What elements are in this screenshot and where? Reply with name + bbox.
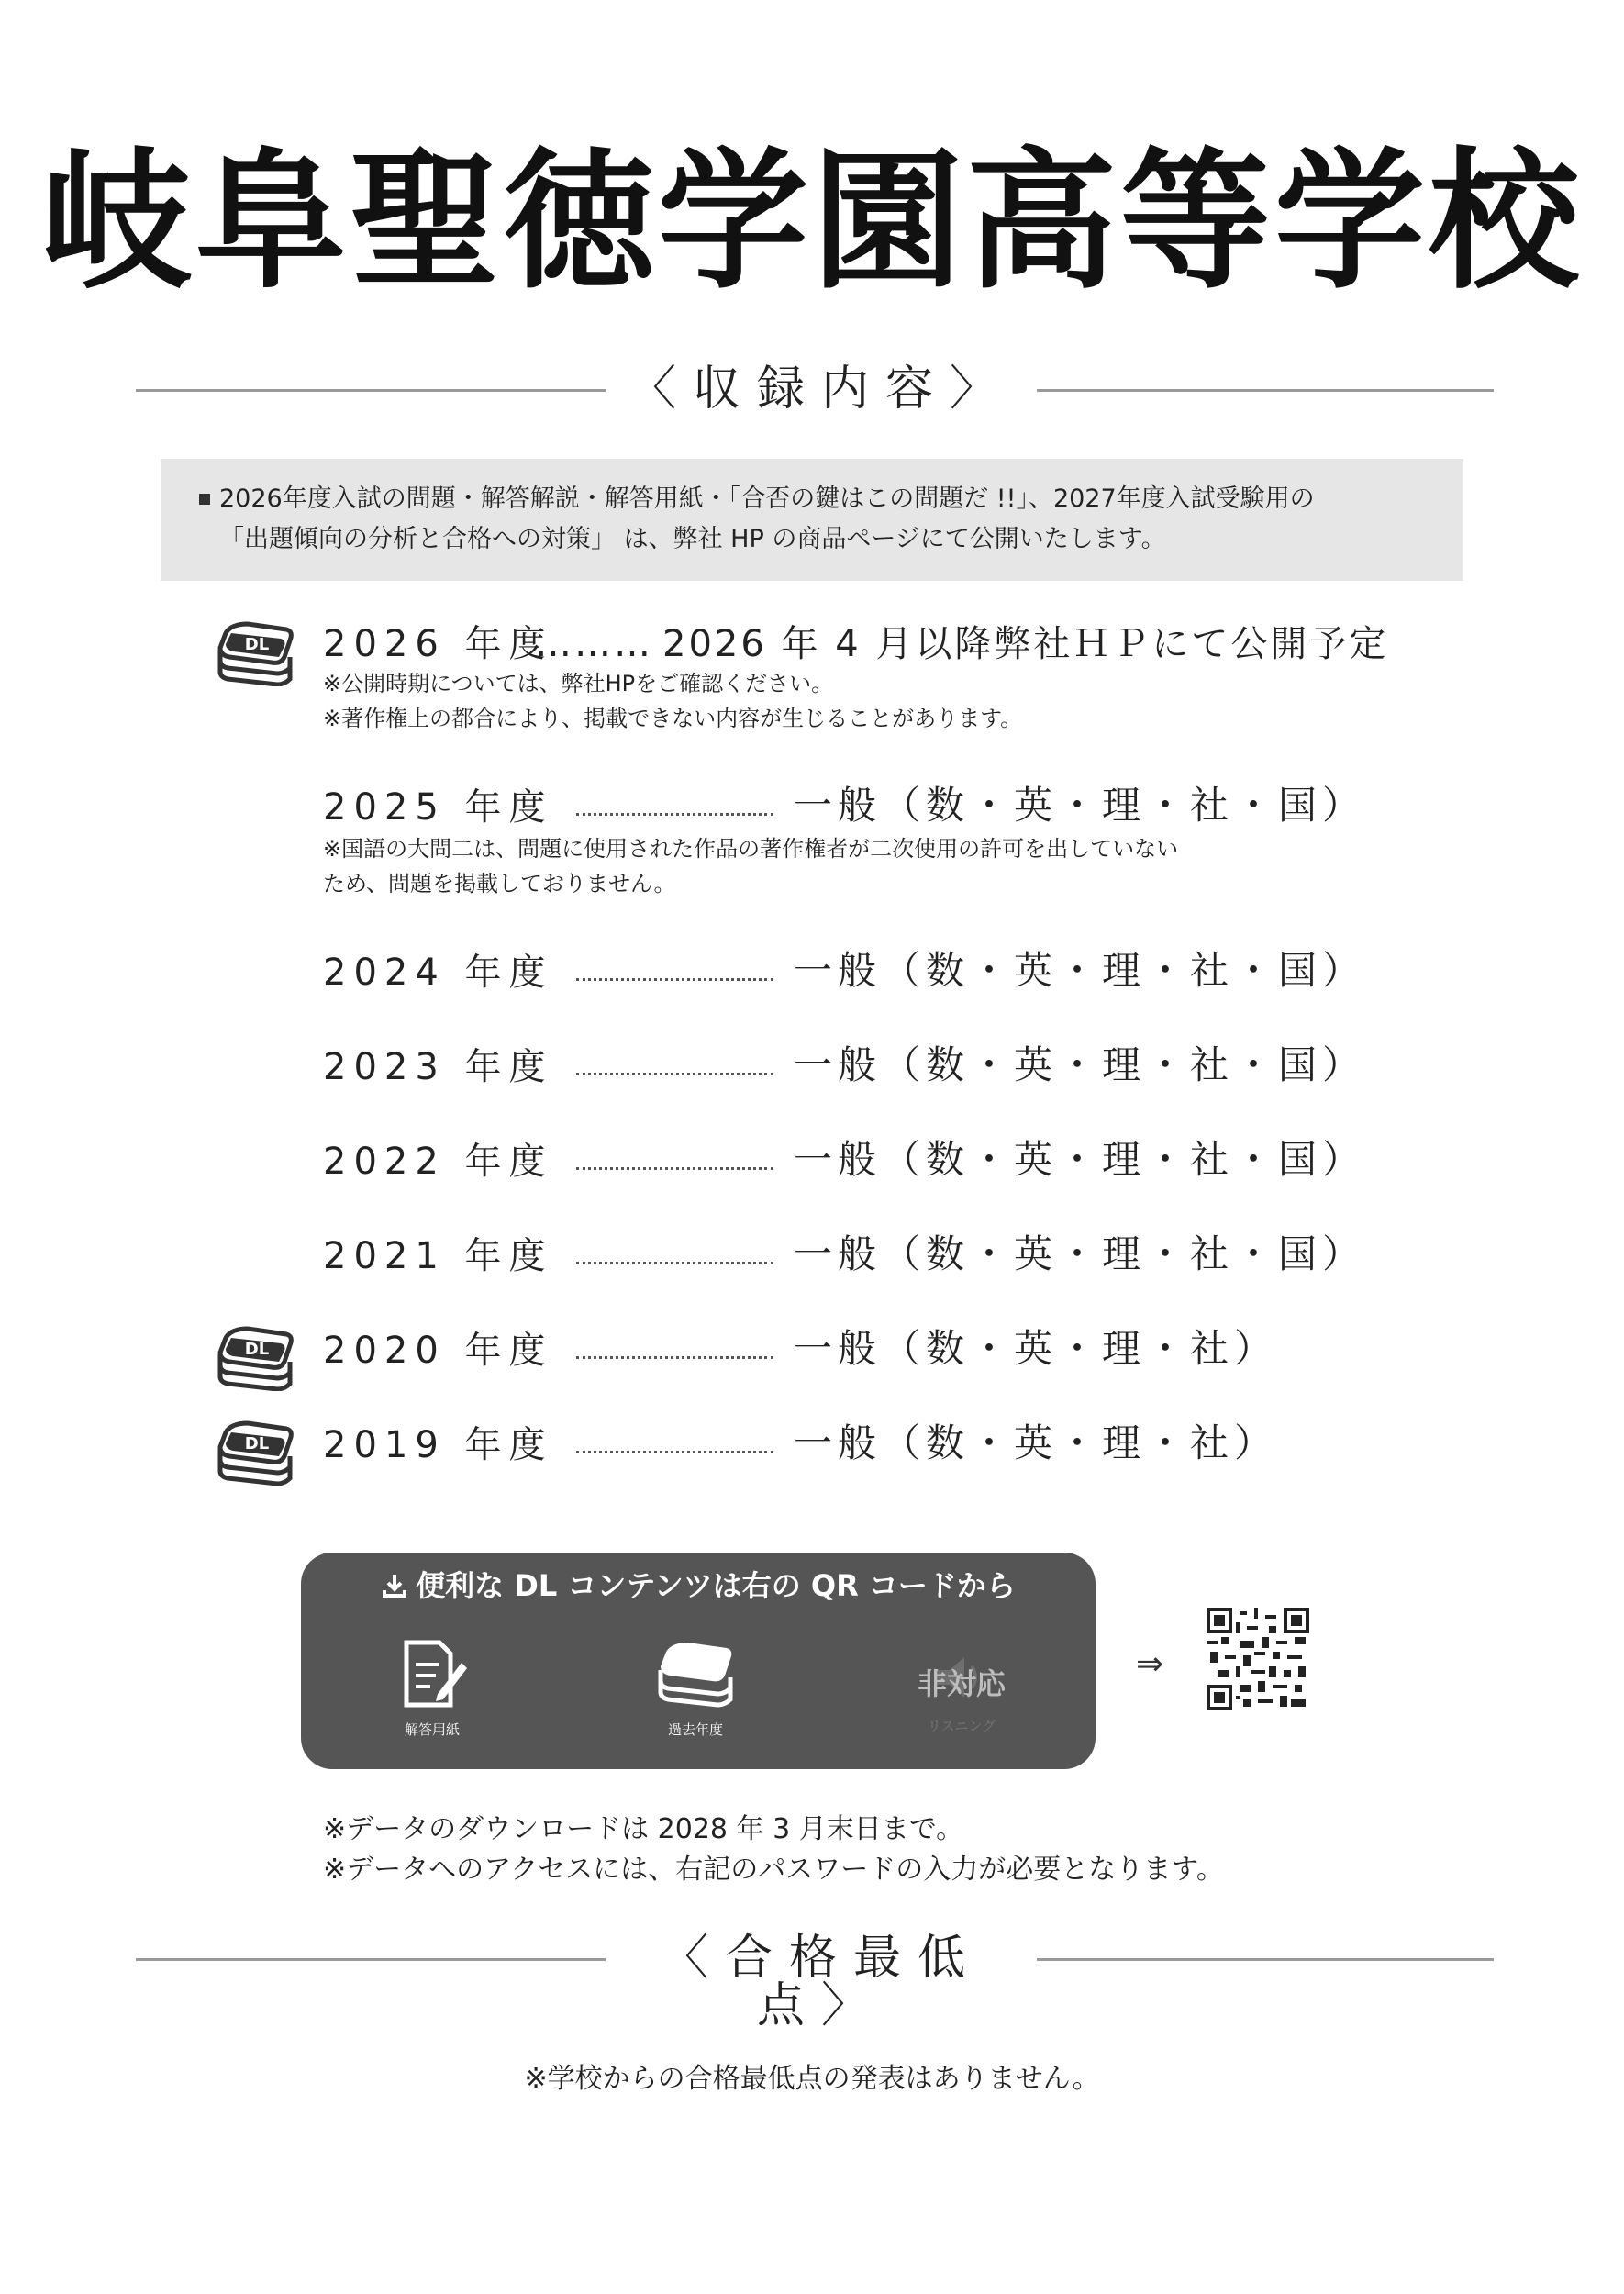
dl-contents-box (301, 1553, 1096, 1769)
section-heading-contents: 〈収録内容〉 (606, 365, 1037, 413)
download-note: ※データへのアクセスには、右記のパスワードの入力が必要となります。 (323, 1854, 1224, 1886)
download-available-icon (213, 1420, 297, 1486)
row-year: 2026 年度 (323, 623, 553, 665)
row-year: 2023 年度 (323, 1046, 553, 1088)
row-leader-dots (576, 1451, 773, 1453)
row-leader-dots (576, 1073, 773, 1075)
min-score-note: ※学校からの合格最低点の発表はありません。 (524, 2063, 1100, 2095)
dl-contents-heading: 便利な DL コンテンツは右の QR コードから (301, 1571, 1096, 1600)
row-leader-dots (576, 1356, 773, 1359)
row-year: 2024 年度 (323, 952, 553, 994)
row-content: 一般（数・英・理・社） (794, 1420, 1279, 1465)
download-available-icon (213, 620, 297, 686)
dl-icon-label: DL (244, 1340, 270, 1359)
dl-item-caption: 過去年度 (667, 1721, 723, 1738)
row-note: ※著作権上の都合により、掲載できない内容が生じることがあります。 (323, 706, 1023, 731)
row-content: 一般（数・英・理・社・国） (794, 1231, 1367, 1276)
notice-line-1: 2026年度入試の問題・解答解説・解答用紙・「合否の鍵はこの問題だ !!」、2027年度入試受験用の (199, 479, 1442, 519)
row-year: 2021 年度 (323, 1235, 553, 1277)
row-leader-dots (576, 1262, 773, 1264)
row-year: 2022 年度 (323, 1141, 553, 1183)
row-dots: ……… (535, 623, 653, 665)
row-leader-dots (576, 1167, 773, 1170)
row-content: 2026 年 4 月以降弊社ＨＰにて公開予定 (662, 623, 1389, 665)
row-leader-dots (576, 813, 773, 816)
not-supported-badge: 非対応 (917, 1666, 1006, 1701)
dl-item-caption: リスニング (927, 1718, 996, 1734)
dl-icon-label: DL (244, 1434, 270, 1453)
row-year: 2025 年度 (323, 786, 553, 829)
row-note: ※公開時期については、弊社HPをご確認ください。 (323, 671, 834, 696)
dl-item-answer-sheet[interactable] (382, 1637, 483, 1739)
row-year: 2019 年度 (323, 1424, 553, 1466)
row-leader-dots (576, 978, 773, 981)
dl-icon-label: DL (244, 635, 270, 654)
qr-code[interactable] (1207, 1608, 1309, 1710)
row-note: ※国語の大問二は、問題に使用された作品の著作権者が二次使用の許可を出していない (323, 836, 1179, 862)
arrow-icon: ⇒ (1136, 1645, 1164, 1683)
notice-box (161, 459, 1463, 581)
row-content: 一般（数・英・理・社・国） (794, 783, 1367, 828)
row-content: 一般（数・英・理・社・国） (794, 1042, 1367, 1087)
section-heading-min-score: 〈合格最低点〉 (606, 1934, 1037, 2030)
download-icon (381, 1572, 408, 1599)
dl-item-past-years[interactable] (645, 1637, 746, 1739)
notice-line-2: 「出題傾向の分析と合格への対策」 は、弊社 HP の商品ページにて公開いたします。 (219, 525, 1166, 553)
dl-item-caption: 解答用紙 (404, 1721, 460, 1738)
row-note: ため、問題を掲載しておりません。 (323, 871, 676, 896)
row-content: 一般（数・英・理・社） (794, 1326, 1279, 1371)
row-content: 一般（数・英・理・社・国） (794, 1137, 1367, 1182)
answer-sheet-icon (395, 1637, 469, 1710)
row-year: 2020 年度 (323, 1330, 553, 1372)
row-content: 一般（数・英・理・社・国） (794, 948, 1367, 993)
page-title: 岐阜聖徳学園高等学校 (40, 134, 1583, 309)
bullet-square-icon (199, 494, 210, 505)
book-stack-icon (653, 1637, 738, 1710)
download-note: ※データのダウンロードは 2028 年 3 月末日まで。 (323, 1813, 964, 1845)
dl-item-listening (907, 1644, 1017, 1735)
download-available-icon (213, 1325, 297, 1391)
